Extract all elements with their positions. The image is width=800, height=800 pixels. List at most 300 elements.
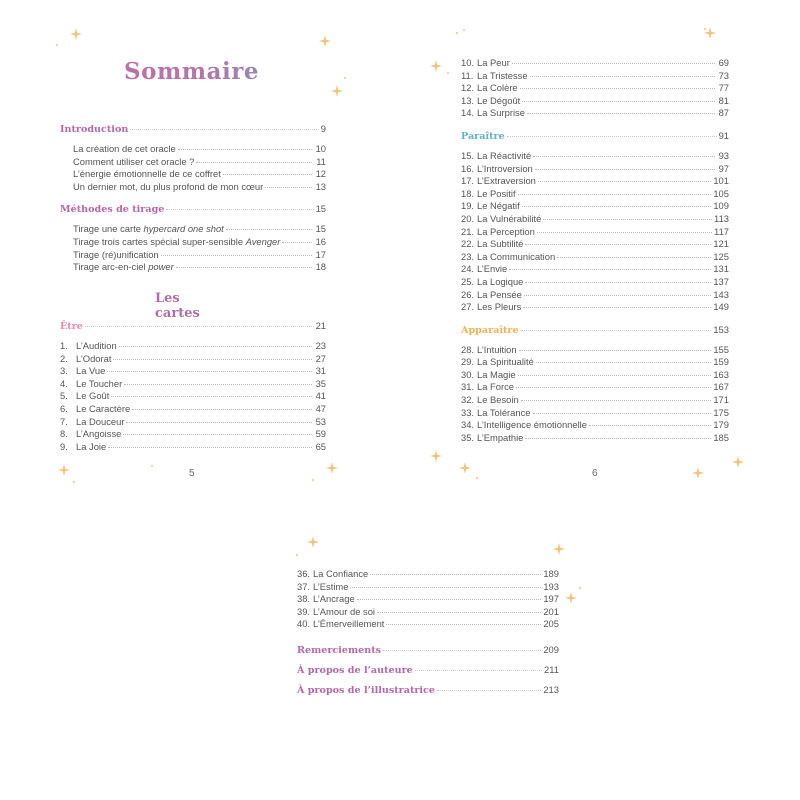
entry-label: L’Empathie xyxy=(477,431,524,443)
toc-card-entry[interactable] xyxy=(461,163,729,176)
entry-label: La Tolérance xyxy=(477,406,531,418)
entry-page: 117 xyxy=(714,225,729,237)
entry-label: La Communication xyxy=(477,250,556,262)
entry-number: 39. xyxy=(297,605,311,617)
leader-dots xyxy=(522,101,715,102)
leader-dots xyxy=(178,149,312,150)
entry-number: 14. xyxy=(461,107,475,119)
toc-card-entry[interactable] xyxy=(461,57,729,70)
apparaitre-continued-list xyxy=(297,568,559,631)
leader-dots xyxy=(523,307,711,308)
star-dot-icon xyxy=(704,28,706,30)
toc-a-propos-auteure[interactable] xyxy=(297,660,559,680)
leader-dots xyxy=(527,113,715,114)
entry-number: 25. xyxy=(461,275,475,287)
leader-dots xyxy=(522,206,712,207)
entry-label: La Réactivité xyxy=(477,149,532,161)
toc-card-entry[interactable] xyxy=(461,200,729,213)
entry-number: 4. xyxy=(60,377,68,389)
leader-dots xyxy=(543,219,712,220)
toc-card-entry[interactable] xyxy=(297,581,559,594)
sparkle-star-icon xyxy=(326,462,338,474)
entry-page: 197 xyxy=(543,593,559,605)
leader-dots xyxy=(509,269,711,270)
entry-page: 35 xyxy=(315,377,326,389)
leader-dots xyxy=(518,194,712,195)
toc-section-paraitre[interactable] xyxy=(461,129,729,144)
entry-page: 15 xyxy=(315,223,326,235)
entry-label: L’Estime xyxy=(313,580,349,592)
section-label: Introduction xyxy=(60,124,129,135)
entry-label: Comment utiliser cet oracle ? xyxy=(73,155,195,167)
entry-label: Tirage (ré)unification xyxy=(73,248,159,260)
entry-label: L’Envie xyxy=(477,263,508,275)
leader-dots xyxy=(383,650,541,651)
entry-label: L’Audition xyxy=(76,340,117,351)
toc-card-entry[interactable] xyxy=(60,378,326,391)
entry-page: 97 xyxy=(718,162,729,174)
toc-entry[interactable] xyxy=(60,181,326,194)
entry-page: 137 xyxy=(713,275,729,287)
toc-card-entry[interactable] xyxy=(461,419,729,432)
star-dot-icon xyxy=(151,465,153,467)
leader-dots xyxy=(377,612,541,613)
toc-entry[interactable] xyxy=(60,156,326,169)
entry-number: 24. xyxy=(461,263,475,275)
toc-card-entry[interactable] xyxy=(461,356,729,369)
entry-page: 149 xyxy=(713,301,729,313)
entry-number: 3. xyxy=(60,365,68,377)
entry-page: 31 xyxy=(315,365,326,377)
entry-page: 193 xyxy=(543,580,559,592)
leader-dots xyxy=(519,350,712,351)
star-dot-icon xyxy=(579,587,581,589)
toc-card-entry[interactable] xyxy=(461,226,729,239)
toc-card-entry[interactable] xyxy=(461,82,729,95)
toc-etre xyxy=(60,319,326,453)
entry-page: 113 xyxy=(714,212,729,224)
star-dot-icon xyxy=(296,554,298,556)
leader-dots xyxy=(557,257,711,258)
entry-label: L’Intuition xyxy=(477,343,517,355)
entry-page: 189 xyxy=(543,568,559,579)
toc-entry[interactable] xyxy=(60,261,326,274)
toc-card-entry[interactable] xyxy=(297,593,559,606)
entry-page: 171 xyxy=(713,394,729,406)
star-dot-icon xyxy=(312,479,314,481)
toc-card-entry[interactable] xyxy=(461,238,729,251)
toc-card-entry[interactable] xyxy=(461,107,729,120)
entry-label: Le Caractère xyxy=(76,402,131,414)
leader-dots xyxy=(223,174,312,175)
leader-dots xyxy=(530,76,715,77)
entry-page: 69 xyxy=(718,57,729,68)
entry-page: 163 xyxy=(713,368,729,380)
section-page: 153 xyxy=(713,323,729,335)
entry-label: La Joie xyxy=(76,440,107,452)
section-page: 211 xyxy=(544,663,559,675)
leader-dots xyxy=(535,169,715,170)
entry-page: 59 xyxy=(315,428,326,440)
leader-dots xyxy=(113,359,312,360)
section-page: 209 xyxy=(543,643,559,655)
star-dot-icon xyxy=(73,481,75,483)
entry-page: 18 xyxy=(315,261,326,273)
section-label: Apparaître xyxy=(461,324,519,336)
star-dot-icon xyxy=(463,29,465,31)
entry-number: 38. xyxy=(297,593,311,605)
entry-label: L’Amour de soi xyxy=(313,605,376,617)
entry-label: La Spiritualité xyxy=(477,356,534,368)
toc-card-entry[interactable] xyxy=(60,403,326,416)
leader-dots xyxy=(524,295,712,296)
leader-dots xyxy=(516,387,711,388)
sparkle-star-icon xyxy=(732,456,744,468)
entry-number: 36. xyxy=(297,568,311,579)
entry-page: 10 xyxy=(315,143,326,154)
entry-label: La Confiance xyxy=(313,568,369,579)
entry-page: 16 xyxy=(315,235,326,247)
leader-dots xyxy=(282,242,312,243)
toc-entry[interactable] xyxy=(60,143,326,156)
toc-section-apparaitre[interactable] xyxy=(461,323,729,338)
leader-dots xyxy=(107,371,312,372)
entry-number: 18. xyxy=(461,187,475,199)
leader-dots xyxy=(589,425,711,426)
entry-label: Tirage arc-en-ciel power xyxy=(73,261,174,273)
leader-dots xyxy=(521,400,712,401)
toc-section-methodes-de-tirage[interactable] xyxy=(60,202,326,217)
toc-card-entry[interactable] xyxy=(461,344,729,357)
entry-label: La création de cet oracle xyxy=(73,143,176,154)
entry-label: La Logique xyxy=(477,275,524,287)
entry-label: La Perception xyxy=(477,225,535,237)
leader-dots xyxy=(132,409,312,410)
section-label: À propos de l’illustratrice xyxy=(297,684,436,696)
entry-label: L’Angoisse xyxy=(76,428,122,440)
leader-dots xyxy=(357,599,542,600)
entry-number: 2. xyxy=(60,352,68,364)
entry-number: 33. xyxy=(461,406,475,418)
entry-number: 27. xyxy=(461,301,475,313)
toc-card-entry[interactable] xyxy=(461,213,729,226)
entry-label: Le Goût xyxy=(76,390,110,402)
entry-page: 93 xyxy=(718,149,729,161)
section-label: Remerciements xyxy=(297,644,382,656)
toc-card-entry[interactable] xyxy=(60,441,326,454)
toc-etre-continued xyxy=(461,57,729,444)
toc-card-entry[interactable] xyxy=(297,618,559,631)
entry-number: 20. xyxy=(461,212,475,224)
entry-label: La Magie xyxy=(477,368,516,380)
toc-card-entry[interactable] xyxy=(461,289,729,302)
entry-label: L’Intelligence émotionnelle xyxy=(477,419,587,431)
paraitre-card-list xyxy=(461,150,729,314)
toc-card-entry[interactable] xyxy=(60,416,326,429)
entry-number: 7. xyxy=(60,415,68,427)
sparkle-star-icon xyxy=(430,60,442,72)
entry-label: L’Introversion xyxy=(477,162,533,174)
entry-page: 109 xyxy=(713,200,729,212)
entry-page: 47 xyxy=(315,402,326,414)
leader-dots xyxy=(533,413,712,414)
leader-dots xyxy=(370,574,541,575)
entry-number: 6. xyxy=(60,402,68,414)
leader-dots xyxy=(525,438,711,439)
section-page: 91 xyxy=(718,129,729,141)
entry-label: Les Pleurs xyxy=(477,301,522,313)
entry-label: L’énergie émotionnelle de ce coffret xyxy=(73,168,221,180)
entry-page: 175 xyxy=(713,406,729,418)
toc-card-entry[interactable] xyxy=(297,568,559,581)
toc-bottom xyxy=(297,568,559,700)
entry-label: L’Odorat xyxy=(76,352,112,364)
entry-page: 125 xyxy=(713,250,729,262)
section-label: À propos de l’auteure xyxy=(297,664,413,676)
entry-label: L’Émerveillement xyxy=(313,618,385,630)
sparkle-star-icon xyxy=(692,467,704,479)
entry-number: 5. xyxy=(60,390,68,402)
entry-number: 31. xyxy=(461,381,475,393)
leader-dots xyxy=(126,422,312,423)
leader-dots xyxy=(518,375,712,376)
leader-dots xyxy=(226,229,312,230)
entry-label: L’Extraversion xyxy=(477,175,536,187)
leader-dots xyxy=(124,384,312,385)
entry-page: 11 xyxy=(316,155,326,167)
entry-label: La Force xyxy=(477,381,514,393)
section-page: 21 xyxy=(315,320,326,331)
leader-dots xyxy=(111,396,312,397)
entry-page: 73 xyxy=(718,69,729,81)
entry-number: 37. xyxy=(297,580,311,592)
cards-heading: Les cartes xyxy=(155,291,200,321)
entry-label: La Surprise xyxy=(477,107,525,119)
star-dot-icon xyxy=(476,477,478,479)
toc-card-entry[interactable] xyxy=(461,432,729,445)
entry-page: 155 xyxy=(713,343,729,355)
entry-label: Tirage une carte hypercard one shot xyxy=(73,223,224,235)
entry-page: 17 xyxy=(315,248,326,260)
entry-number: 26. xyxy=(461,288,475,300)
entry-page: 13 xyxy=(315,180,326,192)
entry-page: 143 xyxy=(713,288,729,300)
entry-page: 131 xyxy=(713,263,729,275)
toc-remerciements[interactable] xyxy=(297,640,559,660)
entry-label: La Tristesse xyxy=(477,69,528,81)
toc-card-entry[interactable] xyxy=(461,276,729,289)
toc-card-entry[interactable] xyxy=(297,606,559,619)
entry-number: 23. xyxy=(461,250,475,262)
section-page: 9 xyxy=(320,123,326,134)
entry-number: 13. xyxy=(461,94,475,106)
entry-page: 101 xyxy=(713,175,729,187)
entry-number: 16. xyxy=(461,162,475,174)
toc-card-entry[interactable] xyxy=(461,188,729,201)
entry-number: 30. xyxy=(461,368,475,380)
entry-label: Le Besoin xyxy=(477,394,519,406)
toc-card-entry[interactable] xyxy=(461,263,729,276)
leader-dots xyxy=(537,232,712,233)
entry-number: 12. xyxy=(461,82,475,94)
leader-dots xyxy=(166,209,313,210)
toc-card-entry[interactable] xyxy=(461,407,729,420)
toc-card-entry[interactable] xyxy=(60,390,326,403)
sparkle-star-icon xyxy=(58,464,70,476)
entry-page: 65 xyxy=(315,440,326,452)
entry-number: 8. xyxy=(60,428,68,440)
toc-entry[interactable] xyxy=(60,223,326,236)
entry-label: Le Positif xyxy=(477,187,516,199)
sparkle-star-icon xyxy=(70,28,82,40)
entry-label: L’Ancrage xyxy=(313,593,355,605)
leader-dots xyxy=(415,670,542,671)
section-page: 15 xyxy=(315,203,326,215)
toc-card-entry[interactable] xyxy=(461,251,729,264)
entry-page: 167 xyxy=(713,381,729,393)
star-dot-icon xyxy=(56,44,58,46)
entry-label: Le Négatif xyxy=(477,200,520,212)
entry-page: 81 xyxy=(718,94,729,106)
entry-number: 35. xyxy=(461,431,475,443)
entry-page: 159 xyxy=(713,356,729,368)
entry-number: 15. xyxy=(461,149,475,161)
toc-entry[interactable] xyxy=(60,236,326,249)
sparkle-star-icon xyxy=(553,543,565,555)
leader-dots xyxy=(130,129,318,130)
leader-dots xyxy=(350,587,541,588)
entry-number: 17. xyxy=(461,175,475,187)
toc-card-entry[interactable] xyxy=(461,301,729,314)
sparkle-star-icon xyxy=(331,85,343,97)
toc-a-propos-illustratrice[interactable] xyxy=(297,680,559,700)
leader-dots xyxy=(521,330,712,331)
entry-number: 1. xyxy=(60,340,68,351)
entry-label: Le Dégoût xyxy=(477,94,521,106)
entry-label: Tirage trois cartes spécial super-sensible Avenger xyxy=(73,235,281,247)
apparaitre-card-list xyxy=(461,344,729,445)
entry-page: 27 xyxy=(315,352,326,364)
toc-entry[interactable] xyxy=(60,168,326,181)
section-page: 213 xyxy=(543,683,559,695)
toc-card-entry[interactable] xyxy=(461,369,729,382)
sparkle-star-icon xyxy=(307,536,319,548)
entry-page: 41 xyxy=(315,390,326,402)
entry-label: Le Toucher xyxy=(76,377,123,389)
toc-card-entry[interactable] xyxy=(60,340,326,353)
toc-card-entry[interactable] xyxy=(461,394,729,407)
entry-number: 22. xyxy=(461,238,475,250)
leader-dots xyxy=(123,434,312,435)
star-dot-icon xyxy=(456,32,458,34)
entry-page: 121 xyxy=(713,238,729,250)
star-dot-icon xyxy=(344,77,346,79)
leader-dots xyxy=(161,255,312,256)
leader-dots xyxy=(176,267,312,268)
entry-page: 201 xyxy=(543,605,559,617)
page-title: Sommaire xyxy=(124,58,260,85)
etre-card-list xyxy=(60,340,326,453)
entry-label: La Vulnérabilité xyxy=(477,212,542,224)
toc-card-entry[interactable] xyxy=(60,353,326,366)
toc-card-entry[interactable] xyxy=(461,95,729,108)
entry-number: 28. xyxy=(461,343,475,355)
leader-dots xyxy=(196,162,312,163)
leader-dots xyxy=(507,136,717,137)
entry-number: 32. xyxy=(461,394,475,406)
entry-label: Un dernier mot, du plus profond de mon cœur xyxy=(73,180,264,192)
etre-continued-list xyxy=(461,57,729,120)
leader-dots xyxy=(536,362,712,363)
toc-entry[interactable] xyxy=(60,249,326,262)
entry-label: La Colère xyxy=(477,82,518,94)
sparkle-star-icon xyxy=(319,35,331,47)
toc-card-entry[interactable] xyxy=(461,175,729,188)
leader-dots xyxy=(538,181,711,182)
section-label: Méthodes de tirage xyxy=(60,204,165,216)
star-dot-icon xyxy=(447,72,449,74)
section-label: Être xyxy=(60,321,83,332)
toc-card-entry[interactable] xyxy=(461,70,729,83)
entry-page: 87 xyxy=(718,107,729,119)
entry-page: 53 xyxy=(315,415,326,427)
toc-section-introduction[interactable] xyxy=(60,122,326,137)
toc-card-entry[interactable] xyxy=(60,428,326,441)
entry-page: 77 xyxy=(718,82,729,94)
entry-label: La Vue xyxy=(76,365,106,377)
sparkle-star-icon xyxy=(430,450,442,462)
entry-number: 9. xyxy=(60,440,68,452)
entry-page: 185 xyxy=(713,431,729,443)
entry-label: La Douceur xyxy=(76,415,125,427)
leader-dots xyxy=(108,447,312,448)
sparkle-star-icon xyxy=(565,592,577,604)
leader-dots xyxy=(512,63,715,64)
entry-page: 105 xyxy=(713,187,729,199)
leader-dots xyxy=(386,624,541,625)
toc-card-entry[interactable] xyxy=(461,150,729,163)
entry-label: La Peur xyxy=(477,57,510,68)
entry-number: 29. xyxy=(461,356,475,368)
toc-card-entry[interactable] xyxy=(461,381,729,394)
leader-dots xyxy=(533,156,715,157)
toc-section-etre[interactable] xyxy=(60,319,326,334)
entry-page: 205 xyxy=(543,618,559,630)
entry-page: 23 xyxy=(315,340,326,351)
leader-dots xyxy=(119,346,312,347)
leader-dots xyxy=(520,88,715,89)
entry-number: 19. xyxy=(461,200,475,212)
section-label: Paraître xyxy=(461,130,505,142)
page-number-left: 5 xyxy=(189,468,195,479)
leader-dots xyxy=(437,690,541,691)
entry-page: 179 xyxy=(713,419,729,431)
entry-number: 40. xyxy=(297,618,311,630)
toc-intro-methods xyxy=(60,122,326,274)
leader-dots xyxy=(265,187,312,188)
entry-number: 34. xyxy=(461,419,475,431)
entry-label: La Pensée xyxy=(477,288,522,300)
entry-page: 12 xyxy=(315,168,326,180)
entry-number: 11. xyxy=(461,69,474,81)
entry-label: La Subtilité xyxy=(477,238,524,250)
toc-card-entry[interactable] xyxy=(60,365,326,378)
leader-dots xyxy=(525,244,711,245)
page-number-right: 6 xyxy=(592,468,598,479)
leader-dots xyxy=(525,282,711,283)
sparkle-star-icon xyxy=(459,462,471,474)
entry-number: 21. xyxy=(461,225,475,237)
